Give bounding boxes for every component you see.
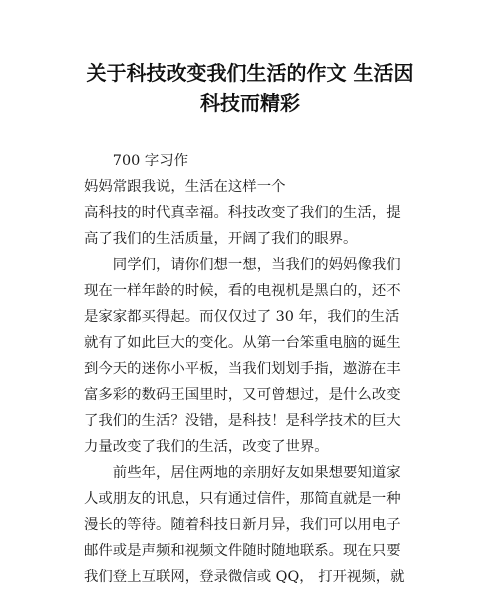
paragraph-line-text: 妈妈常跟我说，生活在这样一个: [84, 179, 286, 195]
paragraph-line: 漫长的等待。随着科技日新月异，我们可以用电子: [84, 517, 401, 533]
paragraph-line: 是家家都买得起。而仅仅过了 30 年，我们的生活: [84, 309, 400, 325]
paragraph-line: 了我们的生活？没错，是科技！是科学技术的巨大: [84, 413, 401, 429]
paragraph-line: 我们登上互联网，登录微信或 QQ， 打开视频，就: [84, 569, 405, 585]
title-line-1: 关于科技改变我们生活的作文 生活因: [86, 61, 414, 85]
page-title: [70, 58, 430, 118]
paragraph-line: 富多彩的数码王国里时，又可曾想过，是什么改变: [84, 387, 401, 403]
paragraph-line: 前些年，居住两地的亲朋好友如果想要知道家: [112, 465, 401, 481]
article-body: [84, 148, 420, 590]
paragraph-line: 人或朋友的讯息，只有通过信件，那简直就是一种: [84, 491, 401, 507]
paragraph-line: 就有了如此巨大的变化。从第一台笨重电脑的诞生: [84, 335, 401, 351]
essay-word-count: 700 字习作: [112, 153, 189, 169]
paragraph-2: [84, 252, 420, 460]
paragraph-line: 到今天的迷你小平板，当我们划划手指，遨游在丰: [84, 361, 401, 377]
title-line-2: 科技而精彩: [200, 91, 300, 115]
paragraph-line: 邮件或是声频和视频文件随时随地联系。现在只要: [84, 543, 401, 559]
paragraph-line: 同学们，请你们想一想，当我们的妈妈像我们: [112, 257, 401, 273]
paragraph-1: [84, 148, 420, 252]
paragraph-line: [84, 148, 420, 200]
paragraph-line: 现在一样年龄的时候，看的电视机是黑白的，还不: [84, 283, 401, 299]
paragraph-3: [84, 460, 420, 590]
paragraph-line: 高了我们的生活质量，开阔了我们的眼界。: [84, 231, 358, 247]
paragraph-line: 力量改变了我们的生活，改变了世界。: [84, 439, 329, 455]
paragraph-line: 高科技的时代真幸福。科技改变了我们的生活，提: [84, 205, 401, 221]
